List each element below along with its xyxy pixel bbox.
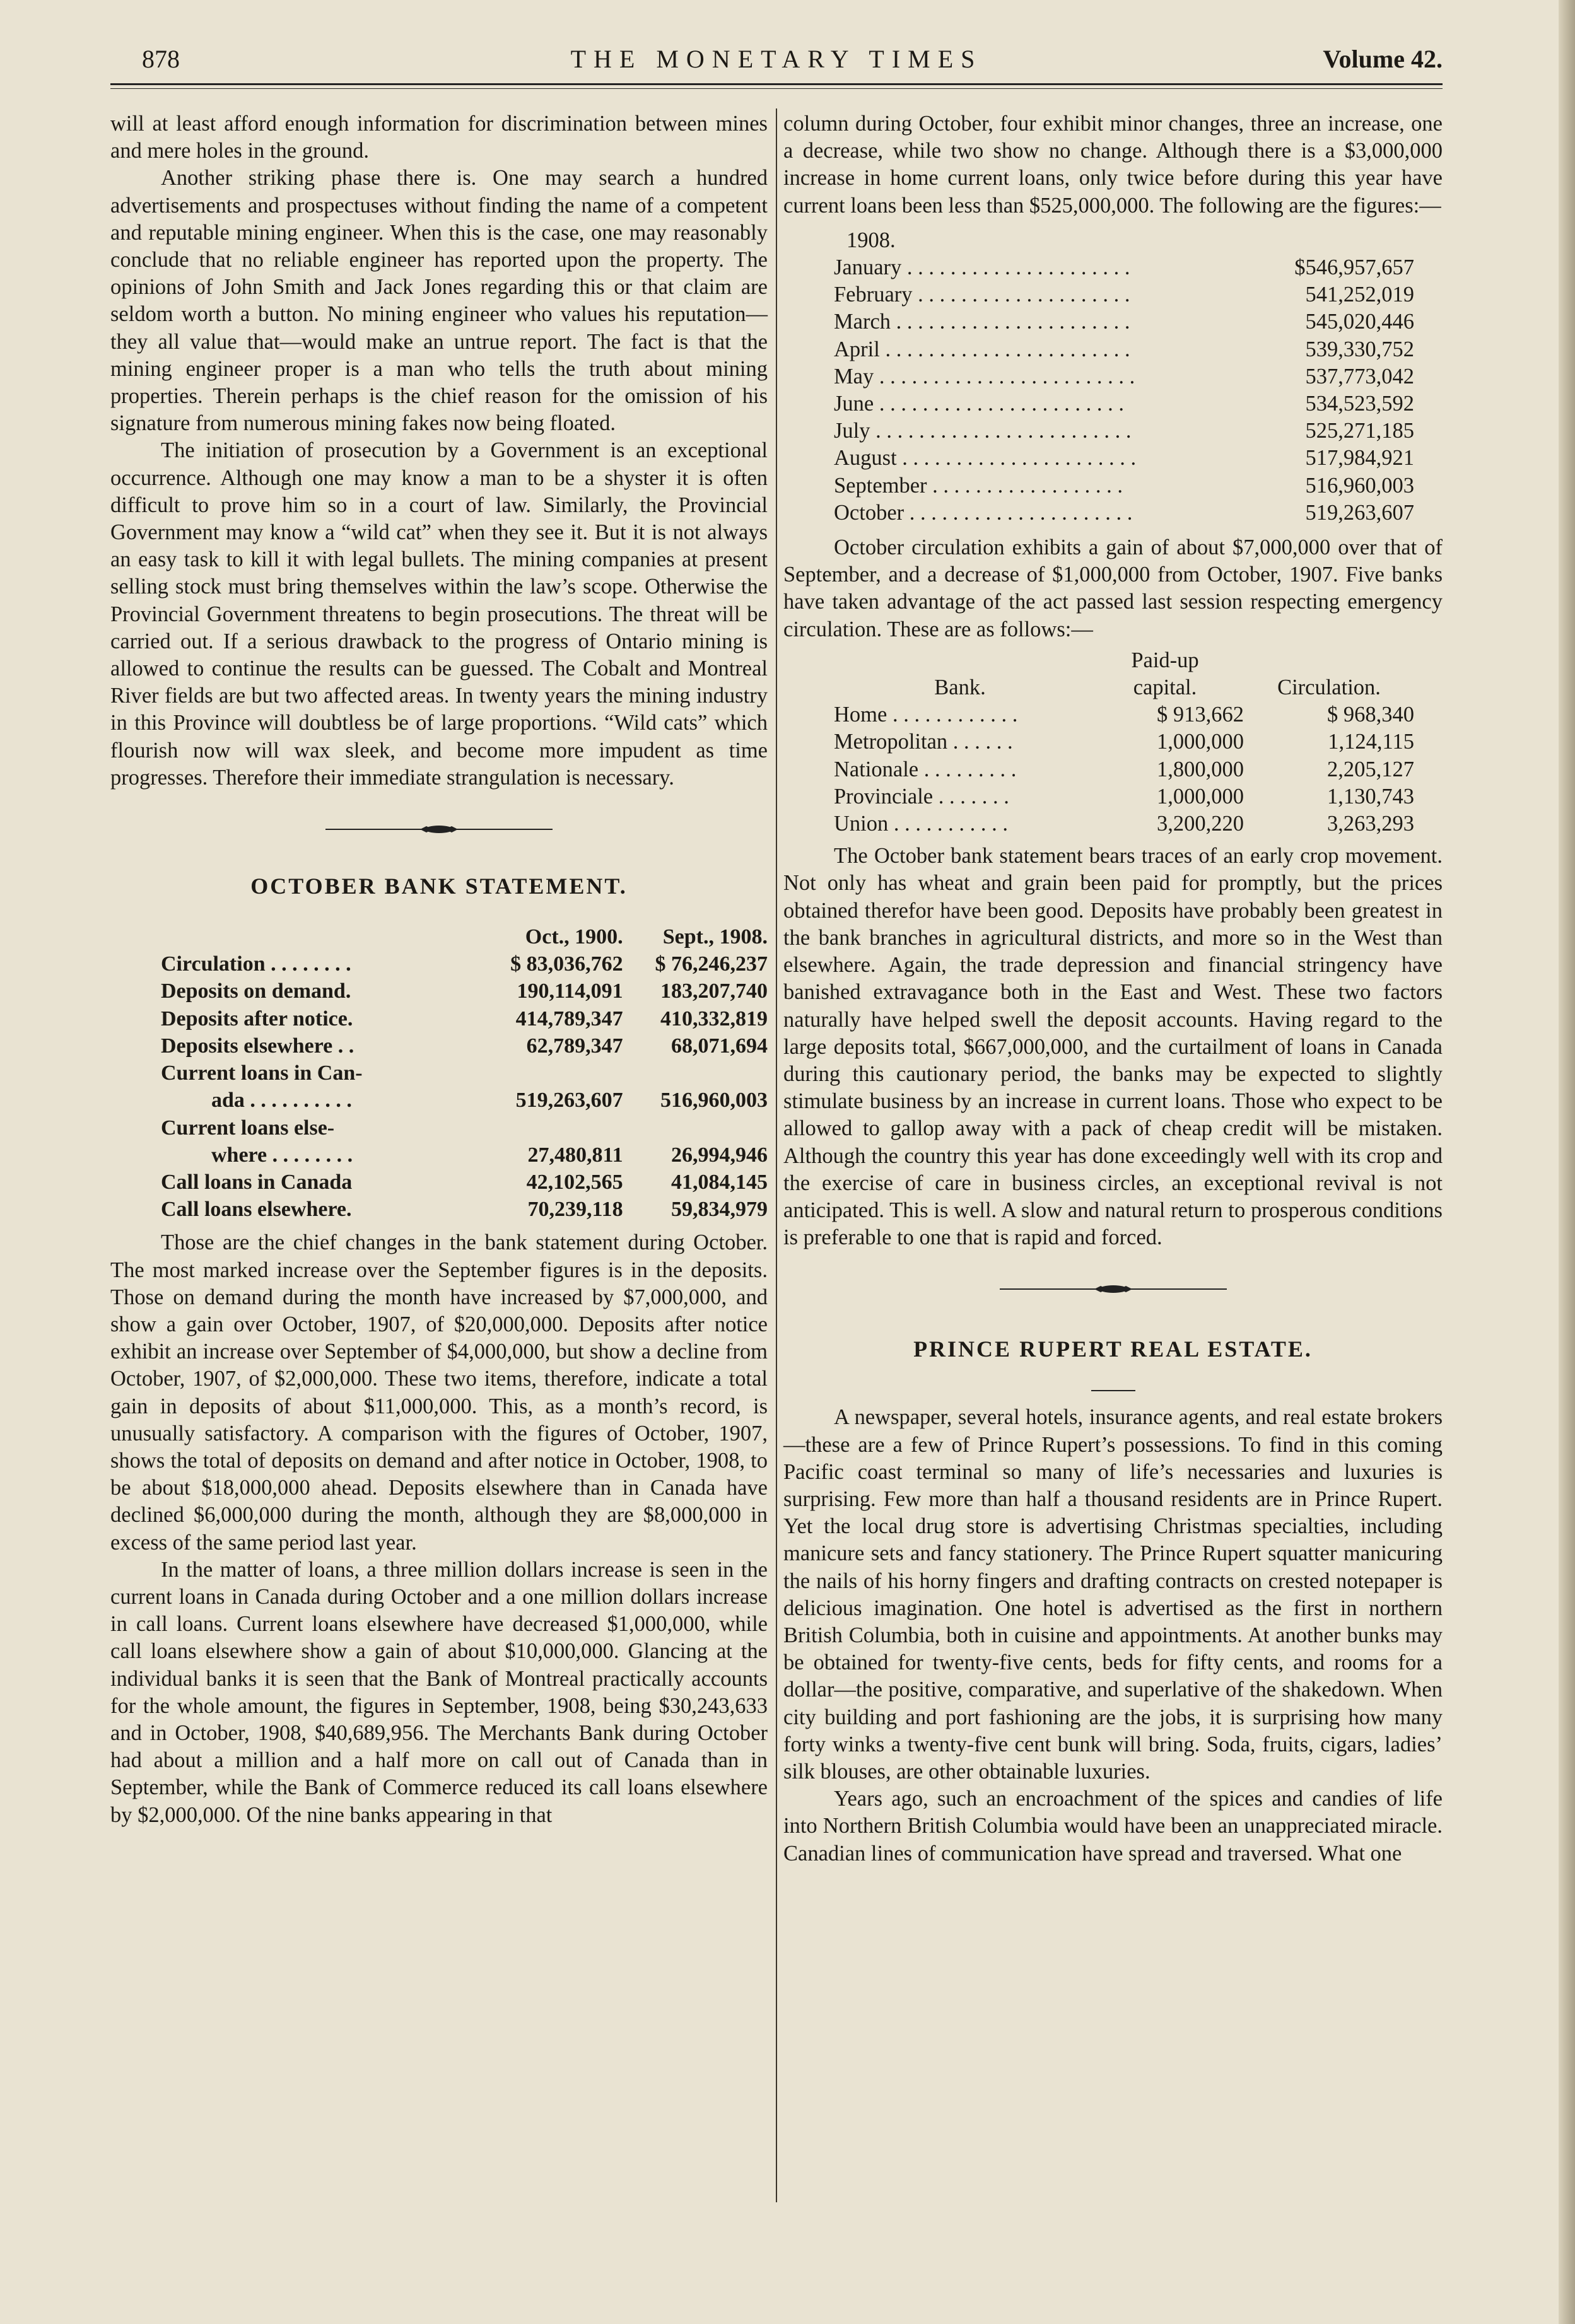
table-row bbox=[161, 1005, 768, 1032]
bank-name: Metropolitan . . . . . . bbox=[834, 730, 1013, 754]
current-loans-table bbox=[834, 227, 1414, 527]
paragraph: Another striking phase there is. One may search a hundred advertisements and prospectuses without finding the name of a competent and reputable mining engineer. When this is the case, one may reasonably conclude that no reliable engineer has reported upon the property. The opinions of John Smith and Jack Jones regarding this or that claim are seldom worth a button. No mining engineer who values his reputation—they all value that—would make an untrue report. The fact is that the mining engineer proper is a man who tells the truth about mining properties. Therein perhaps is the chief reason for the omission of his signature from numerous mining fakes now being floated. bbox=[110, 166, 768, 436]
loan-value: 517,984,921 bbox=[1305, 446, 1414, 470]
row-label: Call loans in Canada bbox=[161, 1170, 353, 1194]
table-row bbox=[834, 445, 1414, 472]
table-row bbox=[834, 783, 1414, 810]
oct-value: 42,102,565 bbox=[526, 1170, 623, 1194]
row-label: ada . . . . . . . . . . bbox=[211, 1089, 352, 1112]
loan-value: 516,960,003 bbox=[1305, 473, 1414, 498]
month-label: October . . . . . . . . . . . . . . . . . . . . . bbox=[834, 500, 1133, 525]
table-header: capital. bbox=[1133, 675, 1197, 700]
ornament-rule-icon bbox=[1000, 1284, 1227, 1294]
header-rule bbox=[110, 83, 1443, 85]
loan-value: 525,271,185 bbox=[1305, 419, 1414, 443]
header-rule-thin bbox=[110, 88, 1443, 89]
table-row bbox=[161, 1032, 768, 1060]
table-header: Bank. bbox=[934, 675, 986, 700]
month-label: February . . . . . . . . . . . . . . . . . . . . bbox=[834, 283, 1130, 307]
circulation-value: 1,124,115 bbox=[1328, 730, 1414, 754]
sept-value: 183,207,740 bbox=[660, 979, 768, 1003]
table-row bbox=[834, 810, 1414, 838]
left-column bbox=[110, 110, 768, 1829]
table-header: Oct., 1900. bbox=[525, 925, 623, 949]
capital-value: 1,800,000 bbox=[1157, 757, 1244, 781]
bank-name: Nationale . . . . . . . . . bbox=[834, 757, 1017, 781]
oct-value: 62,789,347 bbox=[526, 1034, 623, 1058]
circulation-value: $ 968,340 bbox=[1327, 703, 1414, 727]
sept-value: 516,960,003 bbox=[660, 1089, 768, 1112]
section-ornament bbox=[783, 1251, 1443, 1327]
sept-value bbox=[623, 1114, 768, 1142]
table-row bbox=[161, 1142, 768, 1169]
publication-title: THE MONETARY TIMES bbox=[570, 45, 983, 73]
circulation-value: 1,130,743 bbox=[1327, 784, 1414, 809]
oct-value bbox=[467, 1114, 623, 1142]
oct-value: 414,789,347 bbox=[515, 1007, 623, 1031]
oct-value bbox=[467, 1060, 623, 1087]
table-row bbox=[834, 756, 1414, 783]
section-heading: PRINCE RUPERT REAL ESTATE. bbox=[913, 1336, 1313, 1362]
paragraph: The October bank statement bears traces of an early crop movement. Not only has wheat and grain been paid for promptly, but the prices obtained therefor have been good. Deposits have probably been greatest in the bank branches in agricultural districts, and more so in the West than elsewhere. Again, the trade depression and financial stringency have banished extravagance both in the East and West. These two factors naturally have helped swell the deposit accounts. Having regard to the large deposits total, $667,000,000, and the curtailment of loans in Canada during this cautionary period, the banks may be expected to slightly stimulate business by an increase in current loans. Those who expect to be allowed to gallop away with a pack of cheap credit will be mistaken. Although the country this year has done exceedingly well with its crop and the exercise of care in business circles, an exceptional revival is not anticipated. This is well. A slow and natural return to prosperous conditions is preferable to one that is rapid and forced. bbox=[783, 844, 1443, 1250]
row-label: Deposits elsewhere . . bbox=[161, 1034, 354, 1058]
table-header-row bbox=[834, 647, 1414, 674]
row-label: Deposits on demand. bbox=[161, 979, 351, 1003]
oct-value: 70,239,118 bbox=[527, 1198, 623, 1222]
table-row bbox=[834, 336, 1414, 363]
volume-number: Volume 42. bbox=[1323, 45, 1443, 73]
month-label: March . . . . . . . . . . . . . . . . . . . . . . bbox=[834, 310, 1130, 334]
table-row bbox=[834, 308, 1414, 336]
heading-rule bbox=[1091, 1390, 1135, 1391]
paragraph: column during October, four exhibit minor changes, three an increase, one a decrease, while two show no change. Although there is a $3,000,000 increase in home current loans, only twice before during this year have current loans been less than $525,000,000. The following are the figures:— bbox=[783, 112, 1443, 218]
row-label: Deposits after notice. bbox=[161, 1007, 353, 1031]
table-row bbox=[161, 1114, 768, 1142]
table-header-row bbox=[834, 674, 1414, 701]
loan-value: 534,523,592 bbox=[1305, 392, 1414, 416]
table-row bbox=[161, 1087, 768, 1114]
table-row bbox=[161, 1196, 768, 1223]
capital-value: 1,000,000 bbox=[1157, 784, 1244, 809]
month-label: June . . . . . . . . . . . . . . . . . . . . . . . bbox=[834, 392, 1124, 416]
bank-name: Union . . . . . . . . . . . bbox=[834, 812, 1008, 836]
month-label: July . . . . . . . . . . . . . . . . . . . . . . . . bbox=[834, 419, 1132, 443]
row-label: Current loans in Can- bbox=[161, 1061, 363, 1085]
table-row bbox=[161, 950, 768, 978]
section-heading: OCTOBER BANK STATEMENT. bbox=[250, 873, 628, 899]
table-header: Circulation. bbox=[1277, 675, 1381, 700]
row-label: Circulation . . . . . . . . bbox=[161, 952, 351, 976]
table-row bbox=[834, 472, 1414, 499]
paragraph: A newspaper, several hotels, insurance agents, and real estate brokers—these are a few of Prince Rupert’s possessions. To find in this coming Pacific coast terminal so many of life’s necessaries and luxuries is surprising. Few more than half a thousand residents are in Prince Rupert. Yet the local drug store is advertising Christmas specialties, including manicure sets and fancy stationery. The Prince Rupert squatter manicuring the nails of his horny fingers and drafting contracts on crested notepaper is delicious imagination. One hotel is advertised as the first in northern British Columbia, both in cuisine and appointments. At another bunks may be obtained for twenty-five cents, beds for fifty cents, and rooms for a dollar—the positive, comparative, and superlative of the shakedown. When city building and port fashioning are the jobs, it is surprising how many forty winks a twenty-five cent bunk will bring. Soda, fruits, cigars, ladies’ silk blouses, are other obtainable luxuries. bbox=[783, 1405, 1443, 1784]
table-header: Sept., 1908. bbox=[662, 925, 768, 949]
sept-value: $ 76,246,237 bbox=[655, 952, 768, 976]
loan-value: $546,957,657 bbox=[1294, 255, 1414, 280]
table-row bbox=[834, 728, 1414, 756]
table-row bbox=[834, 499, 1414, 527]
paragraph: The initiation of prosecution by a Government is an exceptional occurrence. Although one may know a man to be a shyster it is often difficult to prove him so in a court of law. Similarly, the Provincial Government may know a “wild cat” when they see it. But it is not always an easy task to kill it with legal bullets. The mining companies at present selling stock must bring themselves within the law’s scope. Otherwise the Provincial Government threatens to begin prosecutions. The threat will be carried out. If a serious drawback to the progress of Ontario mining is allowed to continue the results can be guessed. The Cobalt and Montreal River fields are but two affected areas. In twenty years the mining industry in this Province will doubtless be of large proportions. “Wild cats” which flourish now will wax sleek, and become more impudent as time progresses. Therefore their immediate strangulation is necessary. bbox=[110, 438, 768, 790]
section-ornament bbox=[110, 791, 768, 867]
month-label: May . . . . . . . . . . . . . . . . . . . . . . . . bbox=[834, 364, 1135, 388]
sept-value: 59,834,979 bbox=[671, 1198, 768, 1222]
page-number: 878 bbox=[142, 45, 180, 73]
row-label: Current loans else- bbox=[161, 1116, 335, 1140]
sept-value: 41,084,145 bbox=[671, 1170, 768, 1194]
loan-value: 545,020,446 bbox=[1305, 310, 1414, 334]
capital-value: $ 913,662 bbox=[1157, 703, 1244, 727]
paragraph: October circulation exhibits a gain of about $7,000,000 over that of September, and a decrease of $1,000,000 from October, 1907. Five banks have taken advantage of the act passed last session respecting emergency circulation. These are as follows:— bbox=[783, 535, 1443, 641]
sept-value: 68,071,694 bbox=[671, 1034, 768, 1058]
oct-value: 190,114,091 bbox=[517, 979, 623, 1003]
bank-name: Home . . . . . . . . . . . . bbox=[834, 703, 1018, 727]
loan-value: 537,773,042 bbox=[1305, 364, 1414, 388]
table-row bbox=[834, 281, 1414, 308]
column-divider bbox=[776, 108, 777, 2202]
table-header-row bbox=[834, 227, 1414, 254]
paragraph: In the matter of loans, a three million dollars increase is seen in the current loans in Canada during October and a one million dollars increase in call loans. Current loans elsewhere have decreased $1,000,000, while call loans elsewhere show a gain of about $10,000,000. Glancing at the individual banks it is seen that the Bank of Montreal practically accounts for the whole amount, the figures in September, 1908, being $30,243,633 and in October, 1908, $40,689,956. The Merchants Bank during October had about a million and a half more on call out of Canada than in September, while the Bank of Commerce reduced its call loans elsewhere by $2,000,000. Of the nine banks appearing in that bbox=[110, 1557, 768, 1827]
sept-value bbox=[623, 1060, 768, 1087]
page-spine-shadow bbox=[1559, 0, 1575, 2324]
circulation-value: 3,263,293 bbox=[1327, 812, 1414, 836]
oct-value: 519,263,607 bbox=[515, 1089, 623, 1112]
paragraph: Years ago, such an encroachment of the spices and candies of life into Northern British Columbia would have been an unappreciated miracle. Canadian lines of communication have spread and traversed. What one bbox=[783, 1787, 1443, 1866]
row-label: Call loans elsewhere. bbox=[161, 1198, 352, 1222]
table-row bbox=[834, 390, 1414, 418]
bank-statement-table bbox=[161, 923, 768, 1223]
table-row bbox=[161, 1060, 768, 1087]
month-label: April . . . . . . . . . . . . . . . . . . . . . . . bbox=[834, 337, 1130, 361]
ornament-rule-icon bbox=[325, 824, 553, 834]
table-row bbox=[834, 363, 1414, 390]
oct-value: 27,480,811 bbox=[527, 1143, 623, 1167]
oct-value: $ 83,036,762 bbox=[510, 952, 623, 976]
capital-value: 3,200,220 bbox=[1157, 812, 1244, 836]
loan-value: 519,263,607 bbox=[1305, 500, 1414, 525]
bank-name: Provinciale . . . . . . . bbox=[834, 784, 1009, 809]
table-header bbox=[161, 923, 467, 950]
table-row bbox=[834, 418, 1414, 445]
table-row bbox=[161, 978, 768, 1005]
emergency-circulation-table bbox=[834, 647, 1414, 838]
table-row bbox=[161, 1169, 768, 1196]
month-label: August . . . . . . . . . . . . . . . . . . . . . . bbox=[834, 446, 1137, 470]
loan-value: 541,252,019 bbox=[1305, 283, 1414, 307]
table-row bbox=[834, 701, 1414, 728]
sept-value: 26,994,946 bbox=[671, 1143, 768, 1167]
row-label: where . . . . . . . . bbox=[211, 1143, 353, 1167]
loan-value: 539,330,752 bbox=[1305, 337, 1414, 361]
year-label: 1908. bbox=[846, 228, 896, 252]
sept-value: 410,332,819 bbox=[660, 1007, 768, 1031]
month-label: September . . . . . . . . . . . . . . . . . . bbox=[834, 473, 1123, 498]
capital-value: 1,000,000 bbox=[1157, 730, 1244, 754]
circulation-value: 2,205,127 bbox=[1327, 757, 1414, 781]
table-row bbox=[834, 254, 1414, 281]
right-column bbox=[783, 110, 1443, 1867]
table-header-row bbox=[161, 923, 768, 950]
page-header bbox=[110, 43, 1443, 81]
month-label: January . . . . . . . . . . . . . . . . . . . . . bbox=[834, 255, 1130, 280]
table-header: Paid-up bbox=[1131, 648, 1199, 672]
paragraph: Those are the chief changes in the bank statement during October. The most marked increase over the September figures is in the deposits. Those on demand during the month have increased by $7,000,000, and show a gain over October, 1907, of $20,000,000. Deposits after notice exhibit an increase over September of $4,000,000, but show a decline from October, 1907, of $2,000,000. These two items, therefore, indicate a total gain in deposits of about $11,000,000. This, as a month’s record, is unusually satisfactory. A comparison with the figures of October, 1907, shows the total of deposits on demand and after notice in October, 1908, to be about $18,000,000 ahead. Deposits elsewhere than in Canada have declined $6,000,000 during the month, although they are $8,000,000 in excess of the same period last year. bbox=[110, 1230, 768, 1555]
paragraph: will at least afford enough information for discrimination between mines and mere holes in the ground. bbox=[110, 112, 768, 163]
